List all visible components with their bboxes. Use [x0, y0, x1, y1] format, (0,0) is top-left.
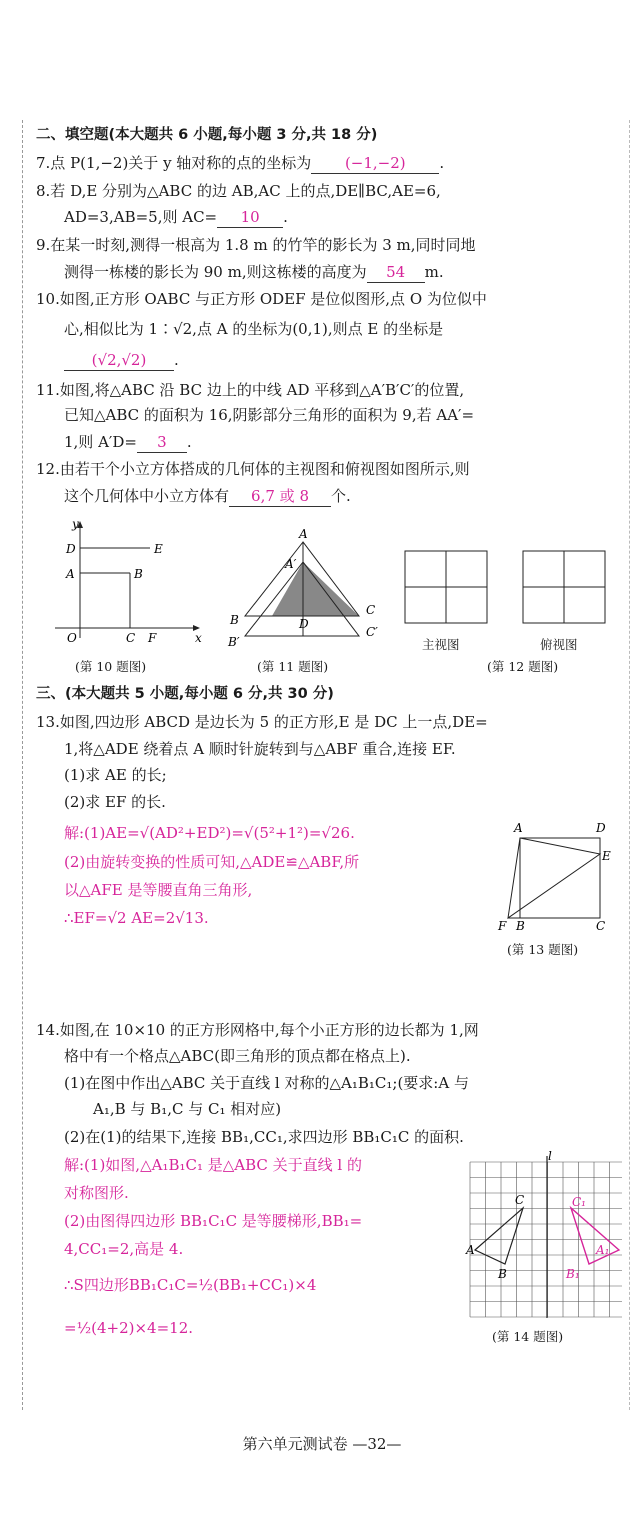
fig14-label-c: C: [515, 1193, 525, 1207]
q10-line3: (√2,√2) .: [64, 350, 179, 371]
right-binding-line: [629, 120, 630, 1410]
fig10-label-o: O: [67, 631, 77, 645]
q14-line2: 格中有一个格点△ABC(即三角形的顶点都在格点上).: [64, 1047, 411, 1065]
fig10-label-a: A: [66, 567, 75, 581]
fig11-label-b2: B′: [228, 635, 240, 649]
q11-line1: 11.如图,将△ABC 沿 BC 边上的中线 AD 平移到△A′B′C′的位置,: [36, 381, 465, 399]
fig14-caption: (第 14 题图): [492, 1329, 564, 1344]
q14-sub1b: A₁,B 与 B₁,C 与 C₁ 相对应): [93, 1100, 282, 1118]
q10-answer: (√2,√2): [64, 350, 174, 371]
fig11-label-d: D: [299, 617, 309, 631]
q14-sol5: ∴S四边形BB₁C₁C=½(BB₁+CC₁)×4: [64, 1276, 317, 1294]
fig14-label-b1: B₁: [566, 1267, 580, 1281]
fig11-label-c: C: [366, 603, 376, 617]
q13-sub1: (1)求 AE 的长;: [64, 766, 167, 784]
fig10-label-x: x: [195, 631, 202, 645]
fig10-label-f: F: [148, 631, 157, 645]
q9-line2: 测得一栋楼的影长为 90 m,则这栋楼的高度为 54 m.: [64, 263, 444, 281]
q12-line1: 12.由若干个小立方体搭成的几何体的主视图和俯视图如图所示,则: [36, 460, 470, 478]
fig13-label-d: D: [596, 821, 606, 835]
fig13-diagram: [492, 818, 622, 938]
fig12-front-label: 主视图: [422, 637, 460, 652]
fig12-views: [400, 548, 615, 628]
q13-line1: 13.如图,四边形 ABCD 是边长为 5 的正方形,E 是 DC 上一点,DE=: [36, 713, 488, 731]
q14-sol2: 对称图形.: [64, 1184, 129, 1202]
fig11-label-b: B: [230, 613, 239, 627]
fig10-label-e: E: [154, 542, 163, 556]
section2-title: 二、填空题(本大题共 6 小题,每小题 3 分,共 18 分): [36, 127, 378, 143]
q8-line2: AD=3,AB=5,则 AC= 10 .: [64, 208, 288, 226]
q13-line2: 1,将△ADE 绕着点 A 顺时针旋转到与△ABF 重合,连接 EF.: [64, 740, 456, 758]
fig14-label-c1: C₁: [572, 1195, 586, 1209]
q9-answer: 54: [367, 262, 425, 283]
q10-line2: 心,相似比为 1∶√2,点 A 的坐标为(0,1),则点 E 的坐标是: [64, 320, 444, 338]
fig10-caption: (第 10 题图): [75, 659, 147, 674]
fig13-label-c: C: [596, 919, 606, 933]
fig11-label-c2: C′: [366, 625, 378, 639]
q9-line1: 9.在某一时刻,测得一根高为 1.8 m 的竹竿的影长为 3 m,同时同地: [36, 236, 476, 254]
fig10-label-y: y: [72, 518, 79, 531]
q14-line1: 14.如图,在 10×10 的正方形网格中,每个小正方形的边长都为 1,网: [36, 1021, 479, 1039]
fig14-label-b: B: [498, 1267, 507, 1281]
q13-sub2: (2)求 EF 的长.: [64, 793, 166, 811]
fig14-label-a: A: [466, 1243, 475, 1257]
q11-answer: 3: [137, 432, 187, 453]
fig13-caption: (第 13 题图): [507, 942, 579, 957]
q14-sol6: =½(4+2)×4=12.: [64, 1319, 194, 1337]
q13-sol2: (2)由旋转变换的性质可知,△ADE≌△ABF,所: [64, 853, 360, 871]
fig12-caption: (第 12 题图): [487, 659, 559, 674]
fig13-label-a: A: [514, 821, 523, 835]
q14-sub1: (1)在图中作出△ABC 关于直线 l 对称的△A₁B₁C₁;(要求:A 与: [64, 1074, 469, 1092]
q13-sol4: ∴EF=√2 AE=2√13.: [64, 909, 209, 927]
q13-sol1: 解:(1)AE=√(AD²+ED²)=√(5²+1²)=√26.: [64, 824, 355, 842]
fig10-label-d: D: [66, 542, 76, 556]
section3-title: 三、(本大题共 5 小题,每小题 6 分,共 30 分): [36, 686, 334, 702]
page-footer: 第六单元测试卷 —32—: [242, 1435, 402, 1453]
q11-line3: 1,则 A′D= 3 .: [64, 433, 192, 451]
q13-sol3: 以△AFE 是等腰直角三角形,: [64, 881, 253, 899]
q10-line1: 10.如图,正方形 OABC 与正方形 ODEF 是位似图形,点 O 为位似中: [36, 290, 487, 308]
q12-answer: 6,7 或 8: [229, 486, 331, 507]
fig11-caption: (第 11 题图): [257, 659, 329, 674]
fig10-label-c: C: [126, 631, 136, 645]
fig11-label-a: A: [299, 528, 308, 541]
q7: 7.点 P(1,−2)关于 y 轴对称的点的坐标为 (−1,−2) .: [36, 154, 445, 172]
q8-answer: 10: [217, 207, 283, 228]
q14-sol4: 4,CC₁=2,高是 4.: [64, 1240, 184, 1258]
fig14-grid: [462, 1150, 622, 1325]
q11-line2: 已知△ABC 的面积为 16,阴影部分三角形的面积为 9,若 AA′=: [64, 406, 475, 424]
fig10-diagram: [50, 518, 210, 648]
fig11-diagram: [225, 528, 390, 653]
q14-sub2: (2)在(1)的结果下,连接 BB₁,CC₁,求四边形 BB₁C₁C 的面积.: [64, 1128, 464, 1146]
q14-sol1: 解:(1)如图,△A₁B₁C₁ 是△ABC 关于直线 l 的: [64, 1156, 362, 1174]
grid-lines: [470, 1162, 622, 1317]
binding-line: [22, 120, 23, 1410]
q12-line2: 这个几何体中小立方体有 6,7 或 8 个.: [64, 487, 351, 505]
q14-sol3: (2)由图得四边形 BB₁C₁C 是等腰梯形,BB₁=: [64, 1212, 363, 1230]
fig14-label-a1: A₁: [596, 1243, 610, 1257]
fig14-label-l: l: [548, 1150, 552, 1163]
fig10-label-b: B: [134, 567, 143, 581]
fig13-label-f: F: [498, 919, 507, 933]
fig13-label-e: E: [602, 849, 611, 863]
fig13-label-b: B: [516, 919, 525, 933]
fig12-top-label: 俯视图: [540, 637, 578, 652]
q8-line1: 8.若 D,E 分别为△ABC 的边 AB,AC 上的点,DE∥BC,AE=6,: [36, 182, 441, 200]
q7-answer: (−1,−2): [311, 153, 439, 174]
fig11-label-a2: A′: [285, 557, 297, 571]
